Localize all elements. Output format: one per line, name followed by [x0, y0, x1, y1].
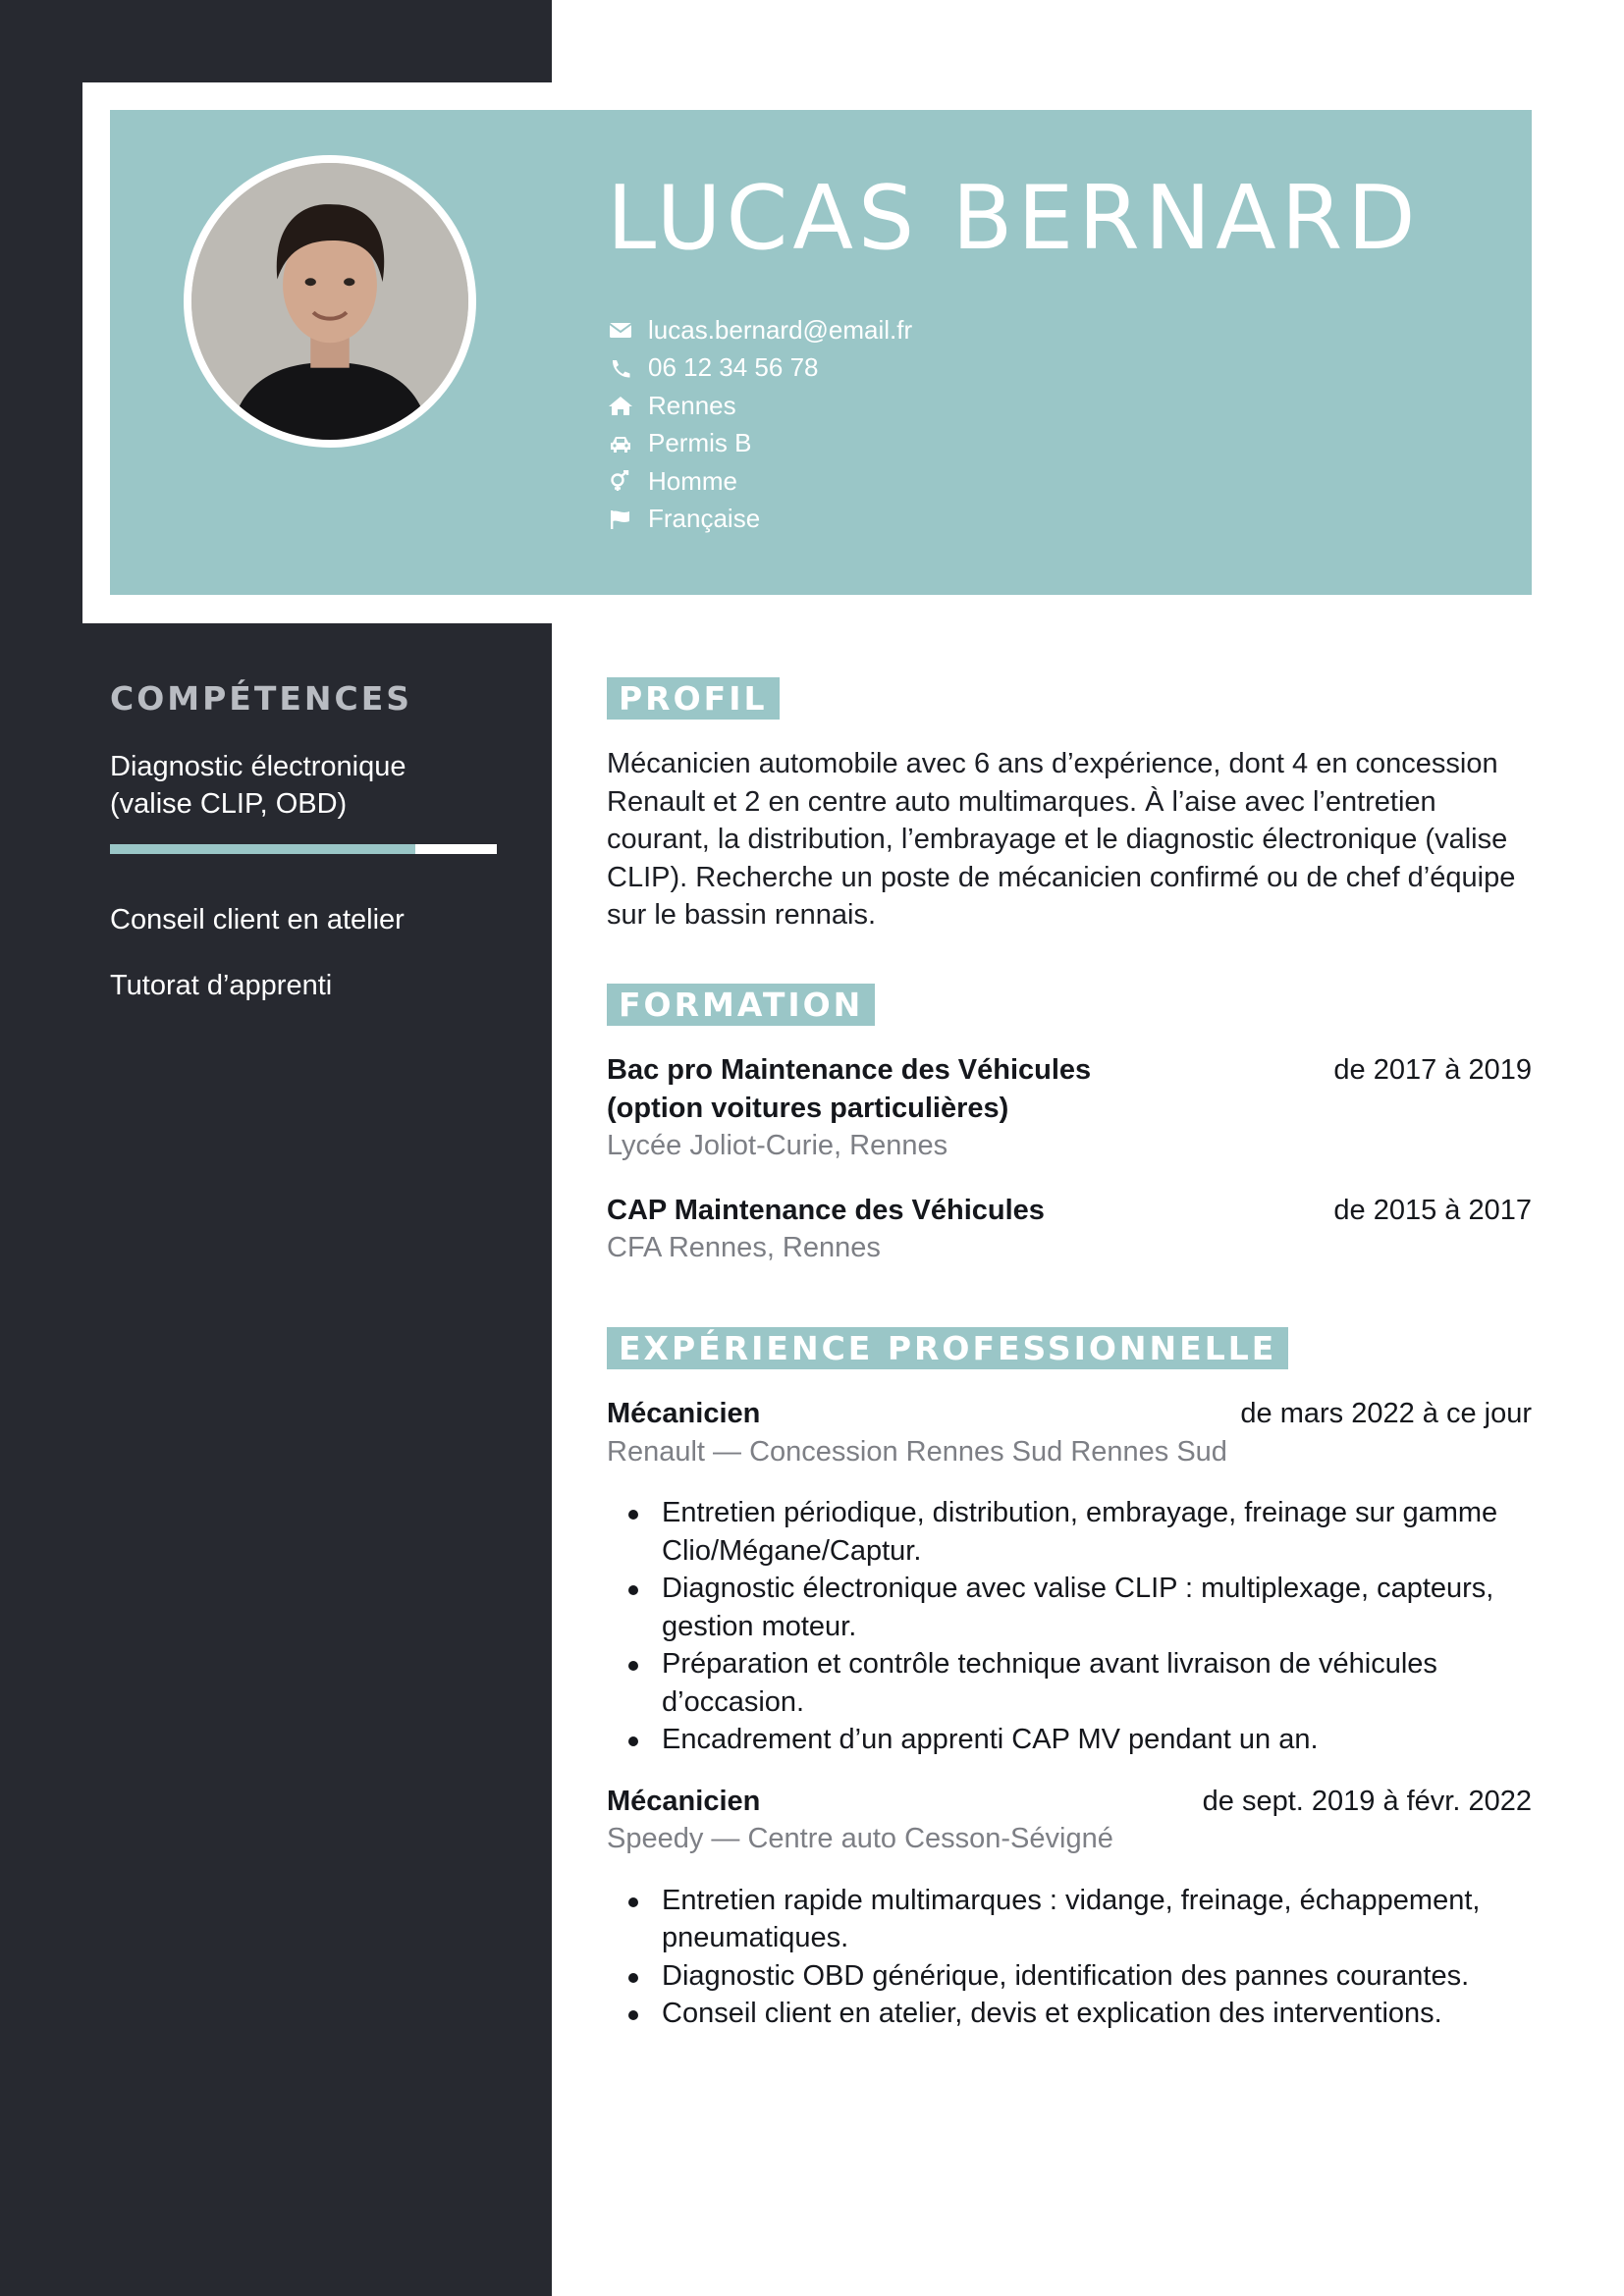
education-heading: FORMATION — [607, 984, 875, 1026]
license-text: Permis B — [648, 428, 752, 458]
contact-city — [607, 387, 912, 425]
contact-gender — [607, 462, 912, 501]
education-item — [607, 1051, 1532, 1165]
gender-icon — [607, 469, 634, 493]
home-icon — [607, 394, 634, 417]
skills-heading: COMPÉTENCES — [110, 679, 413, 718]
job-company: Renault — Concession Rennes Sud Rennes Sud — [607, 1435, 1227, 1468]
skills-list — [110, 748, 497, 1004]
education-item — [607, 1192, 1532, 1267]
phone-icon — [607, 356, 634, 380]
flag-icon — [607, 507, 634, 531]
education-section — [607, 984, 1532, 1267]
education-item-header — [607, 1192, 1532, 1230]
job-role: Mécanicien — [607, 1398, 761, 1429]
skill-level-bar — [110, 844, 497, 854]
job-company: Speedy — Centre auto Cesson-Sévigné — [607, 1823, 1113, 1854]
email-text: lucas.bernard@email.fr — [648, 314, 913, 345]
contact-license — [607, 425, 912, 463]
job-header — [607, 1395, 1532, 1433]
profile-heading: PROFIL — [607, 677, 780, 720]
skill-item: Diagnostic électronique (valise CLIP, OBD) — [110, 751, 406, 820]
degree-dates: de 2017 à 2019 — [1333, 1054, 1532, 1086]
profile-summary: Mécanicien automobile avec 6 ans d’expérience, dont 4 en concession Renault et 2 en centre auto multimarques. À l’aise avec l’entretien courant, la distribution, l’embrayage et le diagnostic électronique (valise CLIP). Recherche un poste de mécanicien confirmé ou de chef d’équipe sur le bassin rennais. — [607, 748, 1516, 931]
contact-list — [607, 311, 912, 538]
job-role: Mécanicien — [607, 1785, 761, 1817]
job-item — [607, 1783, 1532, 2033]
skill-item: Conseil client en atelier — [110, 904, 405, 935]
job-bullet: Entretien rapide multimarques : vidange, freinage, échappement, pneumatiques. — [607, 1882, 1532, 1957]
gender-text: Homme — [648, 465, 738, 496]
job-dates: de mars 2022 à ce jour — [1240, 1398, 1532, 1429]
city-text: Rennes — [648, 390, 736, 420]
skill-item: Tutorat d’apprenti — [110, 970, 333, 1001]
job-bullet: Encadrement d’un apprenti CAP MV pendant un an. — [607, 1721, 1532, 1759]
avatar — [184, 155, 476, 448]
job-bullet: Entretien périodique, distribution, embrayage, freinage sur gamme Clio/Mégane/Captur. — [607, 1494, 1532, 1570]
contact-email — [607, 311, 912, 349]
candidate-name: LUCAS BERNARD — [607, 167, 1421, 270]
envelope-icon — [607, 318, 634, 342]
job-bullet: Préparation et contrôle technique avant livraison de véhicules d’occasion. — [607, 1645, 1532, 1721]
contact-phone — [607, 349, 912, 388]
experience-section — [607, 1327, 1532, 2033]
contact-nationality — [607, 501, 912, 539]
job-dates: de sept. 2019 à févr. 2022 — [1202, 1785, 1532, 1817]
avatar-photo — [191, 163, 468, 440]
job-bullets — [607, 1494, 1532, 1759]
degree-title: CAP Maintenance des Véhicules — [607, 1194, 1045, 1226]
car-icon — [607, 432, 634, 455]
nationality-text: Française — [648, 504, 761, 534]
job-bullets — [607, 1882, 1532, 2033]
school-name: Lycée Joliot-Curie, Rennes — [607, 1130, 948, 1161]
phone-text: 06 12 34 56 78 — [648, 352, 819, 383]
job-header — [607, 1783, 1532, 1821]
experience-heading: EXPÉRIENCE PROFESSIONNELLE — [607, 1327, 1288, 1369]
profile-section — [607, 677, 1532, 934]
degree-dates: de 2015 à 2017 — [1333, 1194, 1532, 1226]
school-name: CFA Rennes, Rennes — [607, 1232, 881, 1263]
degree-title: Bac pro Maintenance des Véhicules (option voitures particulières) — [607, 1054, 1092, 1124]
education-item-header — [607, 1051, 1532, 1127]
job-bullet: Diagnostic OBD générique, identification des pannes courantes. — [607, 1957, 1532, 1996]
job-item — [607, 1395, 1532, 1759]
job-bullet: Conseil client en atelier, devis et explication des interventions. — [607, 1995, 1532, 2033]
job-bullet: Diagnostic électronique avec valise CLIP : multiplexage, capteurs, gestion moteur. — [607, 1570, 1532, 1645]
skill-level-fill — [110, 844, 415, 854]
